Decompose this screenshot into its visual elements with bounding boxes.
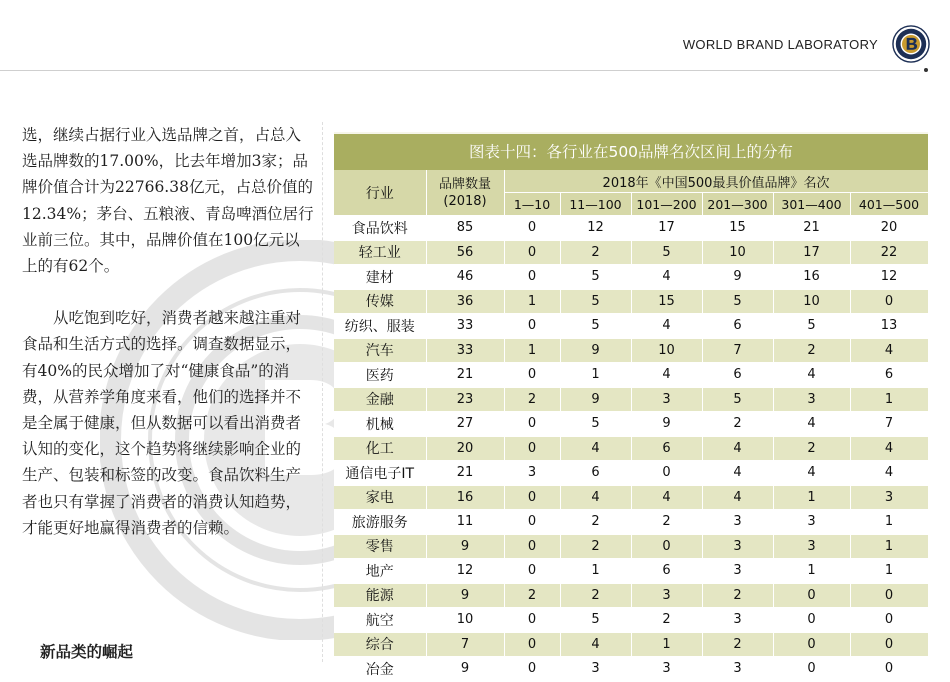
cell-range-count: 1 bbox=[631, 632, 702, 657]
cell-industry: 零售 bbox=[334, 534, 426, 559]
cell-range-count: 2 bbox=[773, 436, 850, 461]
cell-range-count: 4 bbox=[560, 485, 631, 510]
table-row bbox=[334, 338, 928, 363]
cell-brand-count: 16 bbox=[426, 485, 504, 510]
cell-range-count: 4 bbox=[773, 461, 850, 486]
cell-range-count: 0 bbox=[504, 363, 560, 388]
cell-range-count: 5 bbox=[702, 289, 773, 314]
cell-industry: 地产 bbox=[334, 559, 426, 584]
cell-industry: 食品饮料 bbox=[334, 216, 426, 241]
table-row bbox=[334, 583, 928, 608]
cell-industry: 能源 bbox=[334, 583, 426, 608]
cell-range-count: 10 bbox=[702, 240, 773, 265]
cell-range-count: 2 bbox=[560, 510, 631, 535]
cell-range-count: 4 bbox=[631, 265, 702, 290]
cell-range-count: 0 bbox=[850, 632, 928, 657]
cell-range-count: 9 bbox=[560, 387, 631, 412]
cell-brand-count: 36 bbox=[426, 289, 504, 314]
cell-range-count: 0 bbox=[773, 657, 850, 682]
brand-lab-seal-icon bbox=[892, 25, 930, 63]
cell-range-count: 22 bbox=[850, 240, 928, 265]
cell-range-count: 1 bbox=[773, 485, 850, 510]
column-header-brand-count-label: 品牌数量 bbox=[438, 176, 491, 192]
cell-range-count: 2 bbox=[702, 583, 773, 608]
cell-range-count: 6 bbox=[631, 436, 702, 461]
cell-range-count: 17 bbox=[773, 240, 850, 265]
table-row bbox=[334, 608, 928, 633]
cell-range-count: 4 bbox=[560, 436, 631, 461]
cell-industry: 航空 bbox=[334, 608, 426, 633]
article-paragraph-2: 从吃饱到吃好，消费者越来越注重对食品和生活方式的选择。调查数据显示，有40%的民众增加了对“健康食品”的消费，从营养学角度来看，他们的选择并不是全属于健康，但从数据可以看出消费者认知的变化，这个趋势将继续影响企业的生产、包装和标签的改变。食品饮料生产者也只有掌握了消费者的消费认知趋势，才能更好地赢得消费者的信赖。 bbox=[22, 309, 302, 537]
table-row bbox=[334, 632, 928, 657]
cell-range-count: 5 bbox=[560, 314, 631, 339]
column-header-industry: 行业 bbox=[334, 170, 426, 216]
cell-range-count: 3 bbox=[702, 657, 773, 682]
header-brand-name: WORLD BRAND LABORATORY bbox=[682, 37, 878, 52]
cell-range-count: 2 bbox=[702, 632, 773, 657]
cell-range-count: 0 bbox=[504, 314, 560, 339]
cell-industry: 传媒 bbox=[334, 289, 426, 314]
cell-range-count: 0 bbox=[504, 412, 560, 437]
cell-range-count: 7 bbox=[702, 338, 773, 363]
table-row bbox=[334, 387, 928, 412]
cell-range-count: 16 bbox=[773, 265, 850, 290]
cell-range-count: 0 bbox=[504, 632, 560, 657]
cell-range-count: 3 bbox=[702, 510, 773, 535]
cell-range-count: 6 bbox=[631, 559, 702, 584]
cell-range-count: 3 bbox=[631, 387, 702, 412]
cell-range-count: 0 bbox=[850, 289, 928, 314]
cell-range-count: 3 bbox=[702, 608, 773, 633]
table-row bbox=[334, 657, 928, 682]
column-header-range: 101—200 bbox=[631, 193, 702, 216]
cell-range-count: 0 bbox=[850, 608, 928, 633]
cell-range-count: 5 bbox=[631, 240, 702, 265]
cell-range-count: 1 bbox=[850, 387, 928, 412]
cell-range-count: 7 bbox=[850, 412, 928, 437]
cell-range-count: 3 bbox=[702, 534, 773, 559]
cell-brand-count: 7 bbox=[426, 632, 504, 657]
cell-range-count: 4 bbox=[560, 632, 631, 657]
table-row bbox=[334, 314, 928, 339]
table-row bbox=[334, 510, 928, 535]
cell-range-count: 2 bbox=[702, 412, 773, 437]
cell-brand-count: 20 bbox=[426, 436, 504, 461]
cell-range-count: 4 bbox=[773, 363, 850, 388]
cell-range-count: 0 bbox=[773, 608, 850, 633]
cell-range-count: 0 bbox=[631, 534, 702, 559]
cell-range-count: 3 bbox=[773, 387, 850, 412]
cell-range-count: 0 bbox=[504, 559, 560, 584]
cell-industry: 综合 bbox=[334, 632, 426, 657]
table-row bbox=[334, 265, 928, 290]
table-row bbox=[334, 363, 928, 388]
cell-range-count: 5 bbox=[560, 289, 631, 314]
cell-range-count: 2 bbox=[560, 534, 631, 559]
cell-range-count: 15 bbox=[631, 289, 702, 314]
cell-range-count: 2 bbox=[773, 338, 850, 363]
cell-range-count: 4 bbox=[850, 436, 928, 461]
cell-industry: 机械 bbox=[334, 412, 426, 437]
cell-range-count: 2 bbox=[560, 583, 631, 608]
table-row bbox=[334, 461, 928, 486]
cell-industry: 化工 bbox=[334, 436, 426, 461]
cell-industry: 建材 bbox=[334, 265, 426, 290]
article-text-column bbox=[22, 122, 314, 541]
table-row bbox=[334, 559, 928, 584]
cell-range-count: 3 bbox=[702, 559, 773, 584]
cell-range-count: 3 bbox=[773, 510, 850, 535]
cell-range-count: 9 bbox=[631, 412, 702, 437]
cell-range-count: 6 bbox=[702, 314, 773, 339]
table-row bbox=[334, 412, 928, 437]
cell-range-count: 3 bbox=[560, 657, 631, 682]
cell-range-count: 2 bbox=[560, 240, 631, 265]
cell-range-count: 20 bbox=[850, 216, 928, 241]
cell-range-count: 2 bbox=[504, 583, 560, 608]
cell-industry: 旅游服务 bbox=[334, 510, 426, 535]
cell-range-count: 1 bbox=[560, 363, 631, 388]
cell-range-count: 5 bbox=[560, 412, 631, 437]
cell-range-count: 4 bbox=[702, 461, 773, 486]
cell-brand-count: 11 bbox=[426, 510, 504, 535]
section-subheading: 新品类的崛起 bbox=[40, 642, 134, 661]
cell-range-count: 1 bbox=[560, 559, 631, 584]
cell-range-count: 4 bbox=[631, 314, 702, 339]
column-header-range: 201—300 bbox=[702, 193, 773, 216]
cell-range-count: 3 bbox=[631, 657, 702, 682]
cell-range-count: 4 bbox=[702, 485, 773, 510]
cell-brand-count: 56 bbox=[426, 240, 504, 265]
cell-industry: 通信电子IT bbox=[334, 461, 426, 486]
cell-range-count: 4 bbox=[850, 338, 928, 363]
cell-brand-count: 9 bbox=[426, 583, 504, 608]
cell-range-count: 0 bbox=[850, 583, 928, 608]
cell-range-count: 2 bbox=[504, 387, 560, 412]
cell-range-count: 4 bbox=[631, 363, 702, 388]
column-header-range: 301—400 bbox=[773, 193, 850, 216]
cell-range-count: 0 bbox=[504, 485, 560, 510]
cell-brand-count: 12 bbox=[426, 559, 504, 584]
cell-range-count: 5 bbox=[560, 608, 631, 633]
industry-distribution-table bbox=[334, 170, 929, 682]
cell-range-count: 1 bbox=[850, 510, 928, 535]
column-header-range: 401—500 bbox=[850, 193, 928, 216]
table-row bbox=[334, 289, 928, 314]
cell-range-count: 0 bbox=[504, 657, 560, 682]
table-row bbox=[334, 240, 928, 265]
cell-range-count: 9 bbox=[560, 338, 631, 363]
column-divider bbox=[322, 122, 323, 662]
cell-range-count: 5 bbox=[702, 387, 773, 412]
cell-range-count: 10 bbox=[773, 289, 850, 314]
cell-range-count: 4 bbox=[702, 436, 773, 461]
cell-range-count: 12 bbox=[560, 216, 631, 241]
column-header-brand-count-year: (2018) bbox=[443, 193, 487, 209]
cell-range-count: 0 bbox=[504, 510, 560, 535]
cell-industry: 纺织、服装 bbox=[334, 314, 426, 339]
cell-range-count: 0 bbox=[504, 534, 560, 559]
cell-range-count: 10 bbox=[631, 338, 702, 363]
cell-range-count: 2 bbox=[631, 510, 702, 535]
cell-range-count: 0 bbox=[504, 265, 560, 290]
cell-brand-count: 85 bbox=[426, 216, 504, 241]
cell-brand-count: 27 bbox=[426, 412, 504, 437]
table-row bbox=[334, 436, 928, 461]
cell-range-count: 6 bbox=[560, 461, 631, 486]
cell-range-count: 0 bbox=[504, 216, 560, 241]
cell-industry: 汽车 bbox=[334, 338, 426, 363]
cell-range-count: 4 bbox=[631, 485, 702, 510]
cell-brand-count: 33 bbox=[426, 338, 504, 363]
cell-industry: 金融 bbox=[334, 387, 426, 412]
cell-range-count: 3 bbox=[850, 485, 928, 510]
cell-range-count: 0 bbox=[504, 240, 560, 265]
table-row bbox=[334, 485, 928, 510]
cell-range-count: 0 bbox=[773, 583, 850, 608]
cell-brand-count: 9 bbox=[426, 534, 504, 559]
cell-range-count: 13 bbox=[850, 314, 928, 339]
industry-distribution-table-panel bbox=[334, 132, 928, 682]
column-header-brand-count bbox=[426, 170, 504, 216]
article-paragraph-1: 选，继续占据行业入选品牌之首，占总入选品牌数的17.00%，比去年增加3家；品牌价值合计为22766.38亿元，占总价值的12.34%；茅台、五粮液、青岛啤酒位居行业前三位。其中，品牌价值在100亿元以上的有62个。 bbox=[22, 126, 314, 276]
cell-range-count: 21 bbox=[773, 216, 850, 241]
cell-range-count: 4 bbox=[773, 412, 850, 437]
cell-range-count: 0 bbox=[631, 461, 702, 486]
cell-industry: 轻工业 bbox=[334, 240, 426, 265]
cell-range-count: 0 bbox=[773, 632, 850, 657]
cell-range-count: 6 bbox=[702, 363, 773, 388]
cell-industry: 家电 bbox=[334, 485, 426, 510]
cell-range-count: 1 bbox=[773, 559, 850, 584]
column-header-range: 1—10 bbox=[504, 193, 560, 216]
cell-range-count: 1 bbox=[850, 534, 928, 559]
cell-brand-count: 46 bbox=[426, 265, 504, 290]
cell-brand-count: 23 bbox=[426, 387, 504, 412]
cell-range-count: 1 bbox=[504, 338, 560, 363]
cell-brand-count: 10 bbox=[426, 608, 504, 633]
cell-range-count: 0 bbox=[504, 608, 560, 633]
cell-brand-count: 9 bbox=[426, 657, 504, 682]
cell-range-count: 5 bbox=[560, 265, 631, 290]
cell-brand-count: 33 bbox=[426, 314, 504, 339]
cell-range-count: 0 bbox=[504, 436, 560, 461]
cell-range-count: 2 bbox=[631, 608, 702, 633]
table-title: 图表十四：各行业在500品牌名次区间上的分布 bbox=[334, 132, 928, 170]
cell-range-count: 17 bbox=[631, 216, 702, 241]
table-row bbox=[334, 216, 928, 241]
cell-range-count: 4 bbox=[850, 461, 928, 486]
table-row bbox=[334, 534, 928, 559]
cell-range-count: 1 bbox=[850, 559, 928, 584]
cell-range-count: 5 bbox=[773, 314, 850, 339]
cell-range-count: 3 bbox=[773, 534, 850, 559]
cell-range-count: 6 bbox=[850, 363, 928, 388]
cell-range-count: 9 bbox=[702, 265, 773, 290]
cell-range-count: 12 bbox=[850, 265, 928, 290]
header-divider bbox=[0, 70, 920, 71]
column-header-rank-span: 2018年《中国500最具价值品牌》名次 bbox=[504, 170, 928, 193]
cell-range-count: 1 bbox=[504, 289, 560, 314]
column-header-range: 11—100 bbox=[560, 193, 631, 216]
cell-industry: 医药 bbox=[334, 363, 426, 388]
cell-range-count: 3 bbox=[504, 461, 560, 486]
cell-range-count: 3 bbox=[631, 583, 702, 608]
header-divider-dot bbox=[924, 68, 928, 72]
cell-range-count: 0 bbox=[850, 657, 928, 682]
cell-brand-count: 21 bbox=[426, 363, 504, 388]
cell-brand-count: 21 bbox=[426, 461, 504, 486]
cell-range-count: 15 bbox=[702, 216, 773, 241]
cell-industry: 冶金 bbox=[334, 657, 426, 682]
